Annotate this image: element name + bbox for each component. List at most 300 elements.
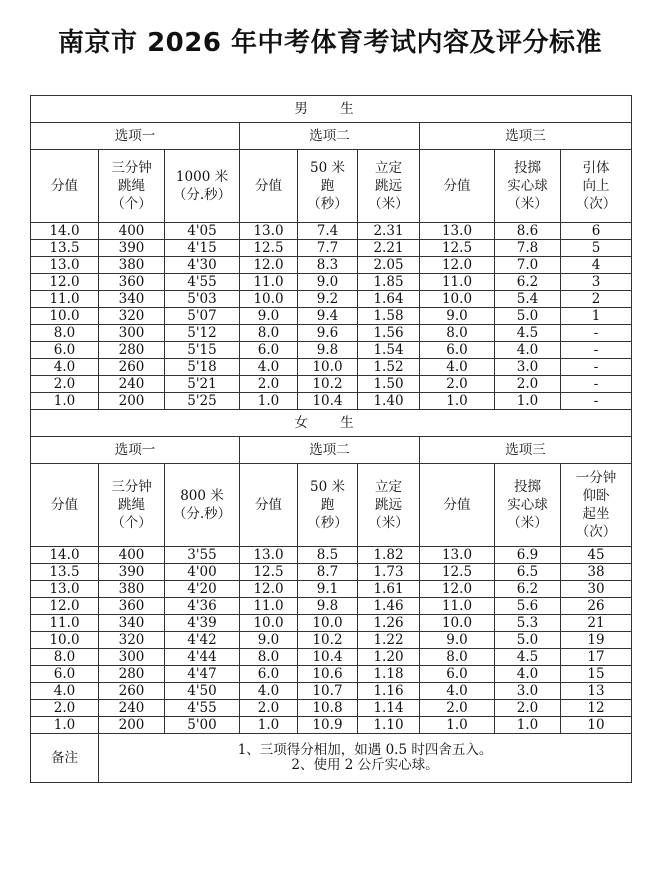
header-line: 800 米 bbox=[180, 488, 224, 504]
table-cell: 2.0 bbox=[420, 376, 495, 393]
table-cell: 12.0 bbox=[31, 598, 99, 615]
table-cell: 5.6 bbox=[495, 598, 561, 615]
table-cell: 340 bbox=[99, 291, 165, 308]
table-cell: 10.0 bbox=[420, 615, 495, 632]
table-cell: 4 bbox=[561, 257, 632, 274]
table-cell: 1 bbox=[561, 308, 632, 325]
table-cell: 1.40 bbox=[358, 393, 420, 410]
table-cell: 13.0 bbox=[240, 223, 298, 240]
table-cell: 11.0 bbox=[240, 598, 298, 615]
table-cell: 240 bbox=[99, 700, 165, 717]
table-cell: 7.8 bbox=[495, 240, 561, 257]
table-cell: 4.0 bbox=[495, 666, 561, 683]
table-cell: 13.0 bbox=[31, 581, 99, 598]
header-line: 一分钟 bbox=[575, 470, 617, 486]
header-line: 1000 米 bbox=[175, 169, 229, 185]
table-cell: 300 bbox=[99, 649, 165, 666]
table-cell: 1.0 bbox=[495, 393, 561, 410]
table-cell: 1.0 bbox=[31, 393, 99, 410]
header-line: 分值 bbox=[443, 497, 471, 513]
table-cell: 4'39 bbox=[165, 615, 240, 632]
header-line: （分.秒） bbox=[172, 506, 232, 522]
table-cell: 1.10 bbox=[358, 717, 420, 734]
table-cell: 10.6 bbox=[298, 666, 358, 683]
table-cell: 12.0 bbox=[240, 581, 298, 598]
table-cell: 5'18 bbox=[165, 359, 240, 376]
table-cell: 13.0 bbox=[420, 223, 495, 240]
table-cell: 7.7 bbox=[298, 240, 358, 257]
table-cell: 11.0 bbox=[420, 598, 495, 615]
table-row bbox=[31, 359, 632, 376]
table-cell: 2.0 bbox=[495, 700, 561, 717]
female-column-header bbox=[420, 464, 495, 547]
female-header-row bbox=[31, 464, 632, 547]
table-cell: 1.46 bbox=[358, 598, 420, 615]
table-cell: 240 bbox=[99, 376, 165, 393]
table-row bbox=[31, 308, 632, 325]
notes-text bbox=[99, 734, 632, 783]
table-cell: 38 bbox=[561, 564, 632, 581]
table-cell: 260 bbox=[99, 683, 165, 700]
table-cell: 9.1 bbox=[298, 581, 358, 598]
female-section-label: 女 生 bbox=[31, 410, 632, 437]
table-cell: 1.0 bbox=[240, 717, 298, 734]
table-row bbox=[31, 564, 632, 581]
table-cell: 5'07 bbox=[165, 308, 240, 325]
table-cell: 1.16 bbox=[358, 683, 420, 700]
header-line: 跳远 bbox=[375, 497, 402, 513]
male-column-header bbox=[561, 150, 632, 223]
table-cell: 1.54 bbox=[358, 342, 420, 359]
table-cell: 12.0 bbox=[31, 274, 99, 291]
table-cell: 6.0 bbox=[240, 342, 298, 359]
male-column-header bbox=[240, 150, 298, 223]
male-options-row bbox=[31, 123, 632, 150]
table-cell: 4.5 bbox=[495, 325, 561, 342]
table-cell: 7.4 bbox=[298, 223, 358, 240]
table-cell: 280 bbox=[99, 342, 165, 359]
table-cell: 11.0 bbox=[31, 615, 99, 632]
table-cell: - bbox=[561, 359, 632, 376]
table-cell: 30 bbox=[561, 581, 632, 598]
female-section-row bbox=[31, 410, 632, 437]
table-cell: 4.0 bbox=[31, 683, 99, 700]
table-cell: 6.2 bbox=[495, 274, 561, 291]
table-cell: 1.0 bbox=[31, 717, 99, 734]
table-cell: 2.0 bbox=[240, 700, 298, 717]
table-cell: 6.9 bbox=[495, 547, 561, 564]
table-cell: 19 bbox=[561, 632, 632, 649]
header-line: （秒） bbox=[307, 515, 348, 531]
header-line: 分值 bbox=[51, 497, 78, 513]
table-cell: 10.0 bbox=[31, 308, 99, 325]
table-cell: 12.5 bbox=[240, 564, 298, 581]
table-cell: - bbox=[561, 342, 632, 359]
table-cell: 13.0 bbox=[31, 257, 99, 274]
table-cell: 8.0 bbox=[31, 649, 99, 666]
table-cell: 400 bbox=[99, 547, 165, 564]
table-cell: 4.0 bbox=[31, 359, 99, 376]
male-option-3: 选项三 bbox=[420, 123, 632, 150]
table-cell: 1.0 bbox=[495, 717, 561, 734]
table-cell: 9.2 bbox=[298, 291, 358, 308]
header-line: （分.秒） bbox=[172, 187, 232, 203]
female-column-header bbox=[495, 464, 561, 547]
table-cell: 4'47 bbox=[165, 666, 240, 683]
table-cell: 5'00 bbox=[165, 717, 240, 734]
table-cell: 1.61 bbox=[358, 581, 420, 598]
table-cell: 4'55 bbox=[165, 700, 240, 717]
header-line: 引体 bbox=[582, 160, 610, 176]
table-cell: 10.2 bbox=[298, 632, 358, 649]
header-line: （次） bbox=[575, 196, 617, 212]
header-line: 跳绳 bbox=[118, 497, 145, 513]
table-cell: 320 bbox=[99, 632, 165, 649]
header-line: 仰卧 bbox=[582, 488, 610, 504]
male-column-header bbox=[495, 150, 561, 223]
table-cell: 1.50 bbox=[358, 376, 420, 393]
header-line: （米） bbox=[368, 196, 409, 212]
table-cell: 5.0 bbox=[495, 308, 561, 325]
female-column-header bbox=[165, 464, 240, 547]
header-line: 向上 bbox=[582, 178, 610, 194]
female-column-header bbox=[240, 464, 298, 547]
table-cell: 5.3 bbox=[495, 615, 561, 632]
table-cell: 5 bbox=[561, 240, 632, 257]
table-row bbox=[31, 274, 632, 291]
table-cell: 6.0 bbox=[420, 666, 495, 683]
table-cell: 2.0 bbox=[240, 376, 298, 393]
table-cell: 2 bbox=[561, 291, 632, 308]
table-cell: 1.64 bbox=[358, 291, 420, 308]
table-cell: 10.9 bbox=[298, 717, 358, 734]
table-cell: 1.0 bbox=[240, 393, 298, 410]
table-cell: 9.0 bbox=[420, 632, 495, 649]
table-row bbox=[31, 291, 632, 308]
table-cell: 12.5 bbox=[420, 240, 495, 257]
table-cell: 8.0 bbox=[31, 325, 99, 342]
header-line: 2、使用 2 公斤实心球。 bbox=[291, 757, 439, 773]
female-option-2: 选项二 bbox=[240, 437, 420, 464]
table-cell: 380 bbox=[99, 257, 165, 274]
header-line: 实心球 bbox=[507, 178, 548, 194]
table-cell: 1.20 bbox=[358, 649, 420, 666]
table-cell: 10.0 bbox=[298, 359, 358, 376]
notes-label: 备注 bbox=[31, 734, 99, 783]
header-line: （次） bbox=[575, 524, 617, 540]
header-line: 1、三项得分相加，如遇 0.5 时四舍五入。 bbox=[237, 742, 493, 758]
scoring-standards-table bbox=[30, 95, 632, 783]
male-option-2: 选项二 bbox=[240, 123, 420, 150]
table-row bbox=[31, 223, 632, 240]
female-column-header bbox=[561, 464, 632, 547]
male-option-1: 选项一 bbox=[31, 123, 240, 150]
table-row bbox=[31, 393, 632, 410]
table-cell: 6.0 bbox=[31, 666, 99, 683]
table-cell: 6.5 bbox=[495, 564, 561, 581]
table-cell: 8.7 bbox=[298, 564, 358, 581]
table-cell: 1.56 bbox=[358, 325, 420, 342]
table-cell: 390 bbox=[99, 564, 165, 581]
table-row bbox=[31, 598, 632, 615]
table-cell: 200 bbox=[99, 717, 165, 734]
female-column-header bbox=[298, 464, 358, 547]
header-line: （米） bbox=[507, 515, 548, 531]
table-cell: 9.0 bbox=[240, 308, 298, 325]
table-cell: 2.0 bbox=[495, 376, 561, 393]
table-cell: 14.0 bbox=[31, 547, 99, 564]
female-option-3: 选项三 bbox=[420, 437, 632, 464]
male-header-row bbox=[31, 150, 632, 223]
table-cell: 380 bbox=[99, 581, 165, 598]
female-column-header bbox=[31, 464, 99, 547]
table-row bbox=[31, 666, 632, 683]
header-line: 投掷 bbox=[514, 160, 541, 176]
table-cell: 6.0 bbox=[31, 342, 99, 359]
header-line: 跑 bbox=[320, 497, 335, 513]
table-cell: 8.6 bbox=[495, 223, 561, 240]
table-cell: 5'12 bbox=[165, 325, 240, 342]
header-line: 跳绳 bbox=[118, 178, 145, 194]
table-cell: 8.3 bbox=[298, 257, 358, 274]
table-cell: 5'15 bbox=[165, 342, 240, 359]
male-column-header bbox=[420, 150, 495, 223]
table-cell: 4'20 bbox=[165, 581, 240, 598]
male-section-row bbox=[31, 96, 632, 123]
table-cell: 2.0 bbox=[31, 376, 99, 393]
table-cell: 10.8 bbox=[298, 700, 358, 717]
table-cell: - bbox=[561, 325, 632, 342]
table-cell: 9.8 bbox=[298, 342, 358, 359]
header-line: 50 米 bbox=[310, 479, 345, 495]
table-cell: 390 bbox=[99, 240, 165, 257]
table-cell: 1.0 bbox=[420, 393, 495, 410]
table-cell: 1.73 bbox=[358, 564, 420, 581]
table-cell: 200 bbox=[99, 393, 165, 410]
table-cell: 4.0 bbox=[240, 683, 298, 700]
table-cell: 12 bbox=[561, 700, 632, 717]
table-cell: 10.7 bbox=[298, 683, 358, 700]
table-row bbox=[31, 547, 632, 564]
table-cell: 10 bbox=[561, 717, 632, 734]
table-cell: 2.05 bbox=[358, 257, 420, 274]
table-cell: 10.0 bbox=[298, 615, 358, 632]
table-cell: 4.0 bbox=[495, 342, 561, 359]
table-cell: 4'30 bbox=[165, 257, 240, 274]
table-cell: 320 bbox=[99, 308, 165, 325]
male-column-header bbox=[298, 150, 358, 223]
table-row bbox=[31, 717, 632, 734]
header-line: 分值 bbox=[51, 178, 78, 194]
table-cell: 5.4 bbox=[495, 291, 561, 308]
table-row bbox=[31, 325, 632, 342]
table-cell: 9.4 bbox=[298, 308, 358, 325]
table-cell: 2.31 bbox=[358, 223, 420, 240]
male-column-header bbox=[165, 150, 240, 223]
table-cell: 13.5 bbox=[31, 564, 99, 581]
table-cell: 4'44 bbox=[165, 649, 240, 666]
table-cell: 11.0 bbox=[31, 291, 99, 308]
table-cell: 4.0 bbox=[420, 683, 495, 700]
table-cell: 4'36 bbox=[165, 598, 240, 615]
table-cell: 1.85 bbox=[358, 274, 420, 291]
table-cell: 10.0 bbox=[31, 632, 99, 649]
table-cell: 12.5 bbox=[240, 240, 298, 257]
table-cell: 9.0 bbox=[240, 632, 298, 649]
male-column-header bbox=[99, 150, 165, 223]
table-cell: 1.52 bbox=[358, 359, 420, 376]
table-cell: - bbox=[561, 376, 632, 393]
table-cell: 4'50 bbox=[165, 683, 240, 700]
table-row bbox=[31, 632, 632, 649]
table-cell: - bbox=[561, 393, 632, 410]
table-cell: 4'55 bbox=[165, 274, 240, 291]
table-cell: 17 bbox=[561, 649, 632, 666]
table-cell: 10.0 bbox=[420, 291, 495, 308]
header-line: 立定 bbox=[375, 479, 402, 495]
header-line: 分值 bbox=[255, 178, 282, 194]
table-cell: 5.0 bbox=[495, 632, 561, 649]
table-cell: 260 bbox=[99, 359, 165, 376]
table-cell: 6 bbox=[561, 223, 632, 240]
female-column-header bbox=[358, 464, 420, 547]
table-cell: 1.26 bbox=[358, 615, 420, 632]
header-line: 三分钟 bbox=[111, 479, 152, 495]
table-cell: 13.0 bbox=[240, 547, 298, 564]
table-cell: 12.0 bbox=[420, 257, 495, 274]
table-cell: 13.5 bbox=[31, 240, 99, 257]
table-cell: 1.18 bbox=[358, 666, 420, 683]
table-cell: 4'15 bbox=[165, 240, 240, 257]
table-cell: 340 bbox=[99, 615, 165, 632]
table-cell: 11.0 bbox=[420, 274, 495, 291]
header-line: 跑 bbox=[320, 178, 335, 194]
header-line: （米） bbox=[507, 196, 548, 212]
table-cell: 8.0 bbox=[420, 649, 495, 666]
table-row bbox=[31, 257, 632, 274]
male-column-header bbox=[358, 150, 420, 223]
table-cell: 15 bbox=[561, 666, 632, 683]
table-cell: 300 bbox=[99, 325, 165, 342]
table-cell: 4.0 bbox=[240, 359, 298, 376]
table-cell: 1.58 bbox=[358, 308, 420, 325]
table-cell: 8.5 bbox=[298, 547, 358, 564]
table-cell: 5'03 bbox=[165, 291, 240, 308]
table-cell: 12.0 bbox=[240, 257, 298, 274]
table-cell: 2.0 bbox=[31, 700, 99, 717]
table-row bbox=[31, 683, 632, 700]
table-row bbox=[31, 240, 632, 257]
table-cell: 6.2 bbox=[495, 581, 561, 598]
table-cell: 13 bbox=[561, 683, 632, 700]
table-cell: 3.0 bbox=[495, 359, 561, 376]
table-cell: 9.0 bbox=[298, 274, 358, 291]
table-cell: 4.5 bbox=[495, 649, 561, 666]
table-cell: 6.0 bbox=[420, 342, 495, 359]
header-line: （个） bbox=[111, 196, 152, 212]
table-row bbox=[31, 376, 632, 393]
table-cell: 8.0 bbox=[240, 325, 298, 342]
table-cell: 10.4 bbox=[298, 649, 358, 666]
table-cell: 2.0 bbox=[420, 700, 495, 717]
table-cell: 10.4 bbox=[298, 393, 358, 410]
table-cell: 13.0 bbox=[420, 547, 495, 564]
table-cell: 2.21 bbox=[358, 240, 420, 257]
table-cell: 1.82 bbox=[358, 547, 420, 564]
table-cell: 6.0 bbox=[240, 666, 298, 683]
table-cell: 14.0 bbox=[31, 223, 99, 240]
header-line: 跳远 bbox=[375, 178, 402, 194]
header-line: 起坐 bbox=[582, 506, 610, 522]
table-cell: 9.8 bbox=[298, 598, 358, 615]
table-cell: 4'42 bbox=[165, 632, 240, 649]
table-cell: 4'00 bbox=[165, 564, 240, 581]
table-row bbox=[31, 342, 632, 359]
header-line: （米） bbox=[368, 515, 409, 531]
male-section-label: 男 生 bbox=[31, 96, 632, 123]
header-line: （秒） bbox=[307, 196, 348, 212]
header-line: 分值 bbox=[255, 497, 282, 513]
table-cell: 45 bbox=[561, 547, 632, 564]
header-line: 实心球 bbox=[507, 497, 548, 513]
header-line: 50 米 bbox=[310, 160, 345, 176]
table-cell: 9.6 bbox=[298, 325, 358, 342]
table-cell: 12.0 bbox=[420, 581, 495, 598]
table-cell: 5'21 bbox=[165, 376, 240, 393]
table-cell: 4.0 bbox=[420, 359, 495, 376]
table-cell: 10.0 bbox=[240, 615, 298, 632]
table-cell: 400 bbox=[99, 223, 165, 240]
table-cell: 3 bbox=[561, 274, 632, 291]
table-row bbox=[31, 615, 632, 632]
table-cell: 360 bbox=[99, 598, 165, 615]
table-cell: 11.0 bbox=[240, 274, 298, 291]
table-cell: 4'05 bbox=[165, 223, 240, 240]
table-row bbox=[31, 700, 632, 717]
table-cell: 8.0 bbox=[240, 649, 298, 666]
table-cell: 12.5 bbox=[420, 564, 495, 581]
header-line: 分值 bbox=[443, 178, 471, 194]
page-title: 南京市 2026 年中考体育考试内容及评分标准 bbox=[58, 28, 602, 58]
male-column-header bbox=[31, 150, 99, 223]
table-cell: 10.0 bbox=[240, 291, 298, 308]
header-line: （个） bbox=[111, 515, 152, 531]
table-row bbox=[31, 649, 632, 666]
female-options-row bbox=[31, 437, 632, 464]
table-cell: 1.14 bbox=[358, 700, 420, 717]
table-cell: 9.0 bbox=[420, 308, 495, 325]
table-cell: 5'25 bbox=[165, 393, 240, 410]
table-cell: 8.0 bbox=[420, 325, 495, 342]
table-cell: 1.0 bbox=[420, 717, 495, 734]
female-column-header bbox=[99, 464, 165, 547]
notes-row bbox=[31, 734, 632, 783]
table-cell: 280 bbox=[99, 666, 165, 683]
header-line: 三分钟 bbox=[111, 160, 152, 176]
table-cell: 7.0 bbox=[495, 257, 561, 274]
table-cell: 26 bbox=[561, 598, 632, 615]
table-cell: 3'55 bbox=[165, 547, 240, 564]
table-cell: 10.2 bbox=[298, 376, 358, 393]
table-cell: 1.22 bbox=[358, 632, 420, 649]
table-cell: 21 bbox=[561, 615, 632, 632]
table-cell: 3.0 bbox=[495, 683, 561, 700]
header-line: 立定 bbox=[375, 160, 402, 176]
table-row bbox=[31, 581, 632, 598]
table-cell: 360 bbox=[99, 274, 165, 291]
female-option-1: 选项一 bbox=[31, 437, 240, 464]
header-line: 投掷 bbox=[514, 479, 541, 495]
